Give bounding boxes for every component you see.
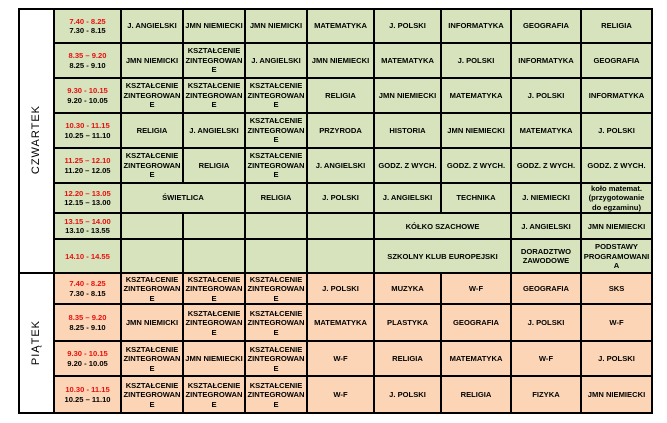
break-time: 10.25 – 11.10 xyxy=(64,130,111,140)
lesson-cell: RELIGIA xyxy=(581,9,652,43)
lesson-cell: KSZTAŁCENIE ZINTEGROWANE xyxy=(121,78,183,113)
lesson-cell: PLASTYKA xyxy=(374,304,441,341)
lesson-cell: KSZTAŁCENIE ZINTEGROWANE xyxy=(183,78,245,113)
lesson-cell: KSZTAŁCENIE ZINTEGROWANE xyxy=(245,113,307,148)
break-time: 8.25 - 9.10 xyxy=(69,60,106,70)
break-time: 9.20 - 10.05 xyxy=(67,358,108,368)
table-row xyxy=(19,148,652,183)
empty-cell xyxy=(307,213,374,239)
lesson-cell: SZKOLNY KLUB EUROPEJSKI xyxy=(374,239,511,273)
lesson-cell: W-F xyxy=(307,341,374,376)
lesson-cell: KSZTAŁCENIE ZINTEGROWANE xyxy=(245,304,307,341)
break-time: 13.10 - 13.55 xyxy=(65,226,110,236)
break-time: 7.30 - 8.15 xyxy=(69,26,106,35)
lesson-cell: MATEMATYKA xyxy=(374,43,441,78)
lesson-cell: koło matemat. (przygotowanie do egzaminu) xyxy=(581,183,652,213)
lesson-time: 7.40 - 8.25 xyxy=(69,16,106,26)
lesson-cell: RELIGIA xyxy=(374,341,441,376)
lesson-cell: MATEMATYKA xyxy=(307,9,374,43)
lesson-cell: W-F xyxy=(581,304,652,341)
lesson-cell: GEOGRAFIA xyxy=(511,273,581,304)
lesson-cell: JMN NIEMIECKI xyxy=(441,113,511,148)
lesson-cell: J. POLSKI xyxy=(307,273,374,304)
lesson-cell: KSZTAŁCENIE ZINTEGROWANE xyxy=(245,273,307,304)
time-slot xyxy=(54,376,121,413)
break-time: 11.20 – 12.05 xyxy=(64,165,111,175)
lesson-cell: JMN NIEMICKI xyxy=(121,304,183,341)
table-row xyxy=(19,376,652,413)
lesson-cell: W-F xyxy=(307,376,374,413)
lesson-cell: RELIGIA xyxy=(441,376,511,413)
table-row xyxy=(19,9,652,43)
lesson-cell: W-F xyxy=(441,273,511,304)
time-slot xyxy=(54,113,121,148)
lesson-cell: SKS xyxy=(581,273,652,304)
empty-cell xyxy=(245,239,307,273)
lesson-cell: KSZTAŁCENIE ZINTEGROWANE xyxy=(121,148,183,183)
lesson-cell: GODZ. Z WYCH. xyxy=(374,148,441,183)
lesson-cell: KÓŁKO SZACHOWE xyxy=(374,213,511,239)
break-time: 10.25 – 11.10 xyxy=(64,394,111,404)
time-slot xyxy=(54,273,121,304)
lesson-cell: JMN NIEMIECKI xyxy=(183,9,245,43)
lesson-cell: INFORMATYKA xyxy=(441,9,511,43)
lesson-cell: MATEMATYKA xyxy=(511,113,581,148)
break-time: 8.25 - 9.10 xyxy=(69,322,106,332)
lesson-cell: J. POLSKI xyxy=(511,78,581,113)
table-row xyxy=(19,43,652,78)
table-row xyxy=(19,213,652,239)
day-label-text: PIĄTEK xyxy=(29,319,42,365)
lesson-cell: MATEMATYKA xyxy=(307,304,374,341)
empty-cell xyxy=(121,213,183,239)
lesson-time: 14.10 - 14.55 xyxy=(65,251,110,261)
table-row xyxy=(19,239,652,273)
lesson-cell: INFORMATYKA xyxy=(581,78,652,113)
time-slot xyxy=(54,341,121,376)
empty-cell xyxy=(121,239,183,273)
lesson-time: 13.15 – 14.00 xyxy=(64,216,111,226)
lesson-time: 10.30 - 11.15 xyxy=(65,385,110,395)
table-row xyxy=(19,183,652,213)
lesson-cell: J. POLSKI xyxy=(307,183,374,213)
day-label-piatek xyxy=(19,273,54,413)
lesson-time: 11.25 – 12.10 xyxy=(64,156,111,166)
lesson-cell: KSZTAŁCENIE ZINTEGROWANE xyxy=(245,341,307,376)
lesson-cell: J. POLSKI xyxy=(581,113,652,148)
lesson-cell: GODZ. Z WYCH. xyxy=(511,148,581,183)
lesson-cell: MUZYKA xyxy=(374,273,441,304)
lesson-cell: RELIGIA xyxy=(121,113,183,148)
break-time: 12.15 – 13.00 xyxy=(64,198,111,208)
empty-cell xyxy=(183,239,245,273)
lesson-cell: HISTORIA xyxy=(374,113,441,148)
lesson-cell: GODZ. Z WYCH. xyxy=(581,148,652,183)
time-slot xyxy=(54,213,121,239)
lesson-cell: J. ANGIELSKI xyxy=(374,183,441,213)
lesson-time: 7.40 - 8.25 xyxy=(69,279,106,289)
lesson-time: 12.20 – 13.05 xyxy=(64,188,111,198)
lesson-cell: JMN NIEMICKI xyxy=(121,43,183,78)
lesson-time: 8.35 – 9.20 xyxy=(68,51,107,61)
time-slot xyxy=(54,78,121,113)
empty-cell xyxy=(245,213,307,239)
lesson-cell: JMN NIEMICKI xyxy=(245,9,307,43)
lesson-cell: JMN NIEMIECKI xyxy=(307,43,374,78)
empty-cell xyxy=(307,239,374,273)
time-slot xyxy=(54,9,121,43)
time-slot xyxy=(54,148,121,183)
lesson-cell: KSZTAŁCENIE ZINTEGROWANE xyxy=(183,376,245,413)
lesson-cell: KSZTAŁCENIE ZINTEGROWANE xyxy=(245,148,307,183)
lesson-cell: KSZTAŁCENIE ZINTEGROWANE xyxy=(121,341,183,376)
lesson-cell: KSZTAŁCENIE ZINTEGROWANE xyxy=(183,304,245,341)
lesson-cell: KSZTAŁCENIE ZINTEGROWANE xyxy=(121,376,183,413)
time-slot xyxy=(54,304,121,341)
lesson-cell: GEOGRAFIA xyxy=(581,43,652,78)
table-row xyxy=(19,273,652,304)
lesson-cell: FIZYKA xyxy=(511,376,581,413)
lesson-time: 8.35 – 9.20 xyxy=(68,313,107,323)
lesson-cell: RELIGIA xyxy=(307,78,374,113)
time-slot xyxy=(54,239,121,273)
lesson-cell: J. ANGIELSKI xyxy=(307,148,374,183)
empty-cell xyxy=(183,213,245,239)
lesson-cell: JMN NIEMIECKI xyxy=(183,341,245,376)
lesson-cell: J. POLSKI xyxy=(374,9,441,43)
lesson-cell: MATEMATYKA xyxy=(441,341,511,376)
lesson-cell: J. ANGIELSKI xyxy=(183,113,245,148)
lesson-cell: JMN NIEMIECKI xyxy=(374,78,441,113)
day-label-text: CZWARTEK xyxy=(29,105,42,175)
lesson-time: 9.30 - 10.15 xyxy=(67,349,108,359)
lesson-cell: J. NIEMIECKI xyxy=(511,183,581,213)
lesson-cell: TECHNIKA xyxy=(441,183,511,213)
day-label-czwartek xyxy=(19,9,54,273)
lesson-time: 9.30 - 10.15 xyxy=(67,86,108,96)
lesson-cell: J. ANGIELSKI xyxy=(245,43,307,78)
lesson-cell: RELIGIA xyxy=(183,148,245,183)
lesson-cell: GEOGRAFIA xyxy=(511,9,581,43)
timetable-body xyxy=(19,9,652,413)
lesson-cell: PODSTAWY PROGRAMOWANIA xyxy=(581,239,652,273)
lesson-cell: JMN NIEMIECKI xyxy=(581,376,652,413)
lesson-cell: MATEMATYKA xyxy=(441,78,511,113)
lesson-cell: KSZTAŁCENIE ZINTEGROWANE xyxy=(183,273,245,304)
lesson-cell: J. POLSKI xyxy=(441,43,511,78)
lesson-cell: KSZTAŁCENIE ZINTEGROWANE xyxy=(183,43,245,78)
lesson-cell: J. POLSKI xyxy=(374,376,441,413)
time-slot xyxy=(54,183,121,213)
break-time: 7.30 - 8.15 xyxy=(69,288,106,298)
lesson-cell: KSZTAŁCENIE ZINTEGROWANE xyxy=(245,376,307,413)
class-timetable xyxy=(18,8,653,414)
lesson-cell: J. ANGIELSKI xyxy=(511,213,581,239)
lesson-cell: GEOGRAFIA xyxy=(441,304,511,341)
lesson-cell: J. POLSKI xyxy=(581,341,652,376)
lesson-cell: GODZ. Z WYCH. xyxy=(441,148,511,183)
lesson-cell: DORADZTWO ZAWODOWE xyxy=(511,239,581,273)
table-row xyxy=(19,341,652,376)
lesson-cell: W-F xyxy=(511,341,581,376)
lesson-cell: J. ANGIELSKI xyxy=(121,9,183,43)
table-row xyxy=(19,304,652,341)
lesson-cell: ŚWIETLICA xyxy=(121,183,245,213)
lesson-time: 10.30 - 11.15 xyxy=(65,121,110,131)
lesson-cell: J. POLSKI xyxy=(511,304,581,341)
lesson-cell: KSZTAŁCENIE ZINTEGROWANE xyxy=(245,78,307,113)
lesson-cell: PRZYRODA xyxy=(307,113,374,148)
break-time: 9.20 - 10.05 xyxy=(67,95,108,105)
table-row xyxy=(19,113,652,148)
lesson-cell: INFORMATYKA xyxy=(511,43,581,78)
lesson-cell: JMN NIEMIECKI xyxy=(581,213,652,239)
time-slot xyxy=(54,43,121,78)
lesson-cell: RELIGIA xyxy=(245,183,307,213)
lesson-cell: KSZTAŁCENIE ZINTEGROWANE xyxy=(121,273,183,304)
table-row xyxy=(19,78,652,113)
